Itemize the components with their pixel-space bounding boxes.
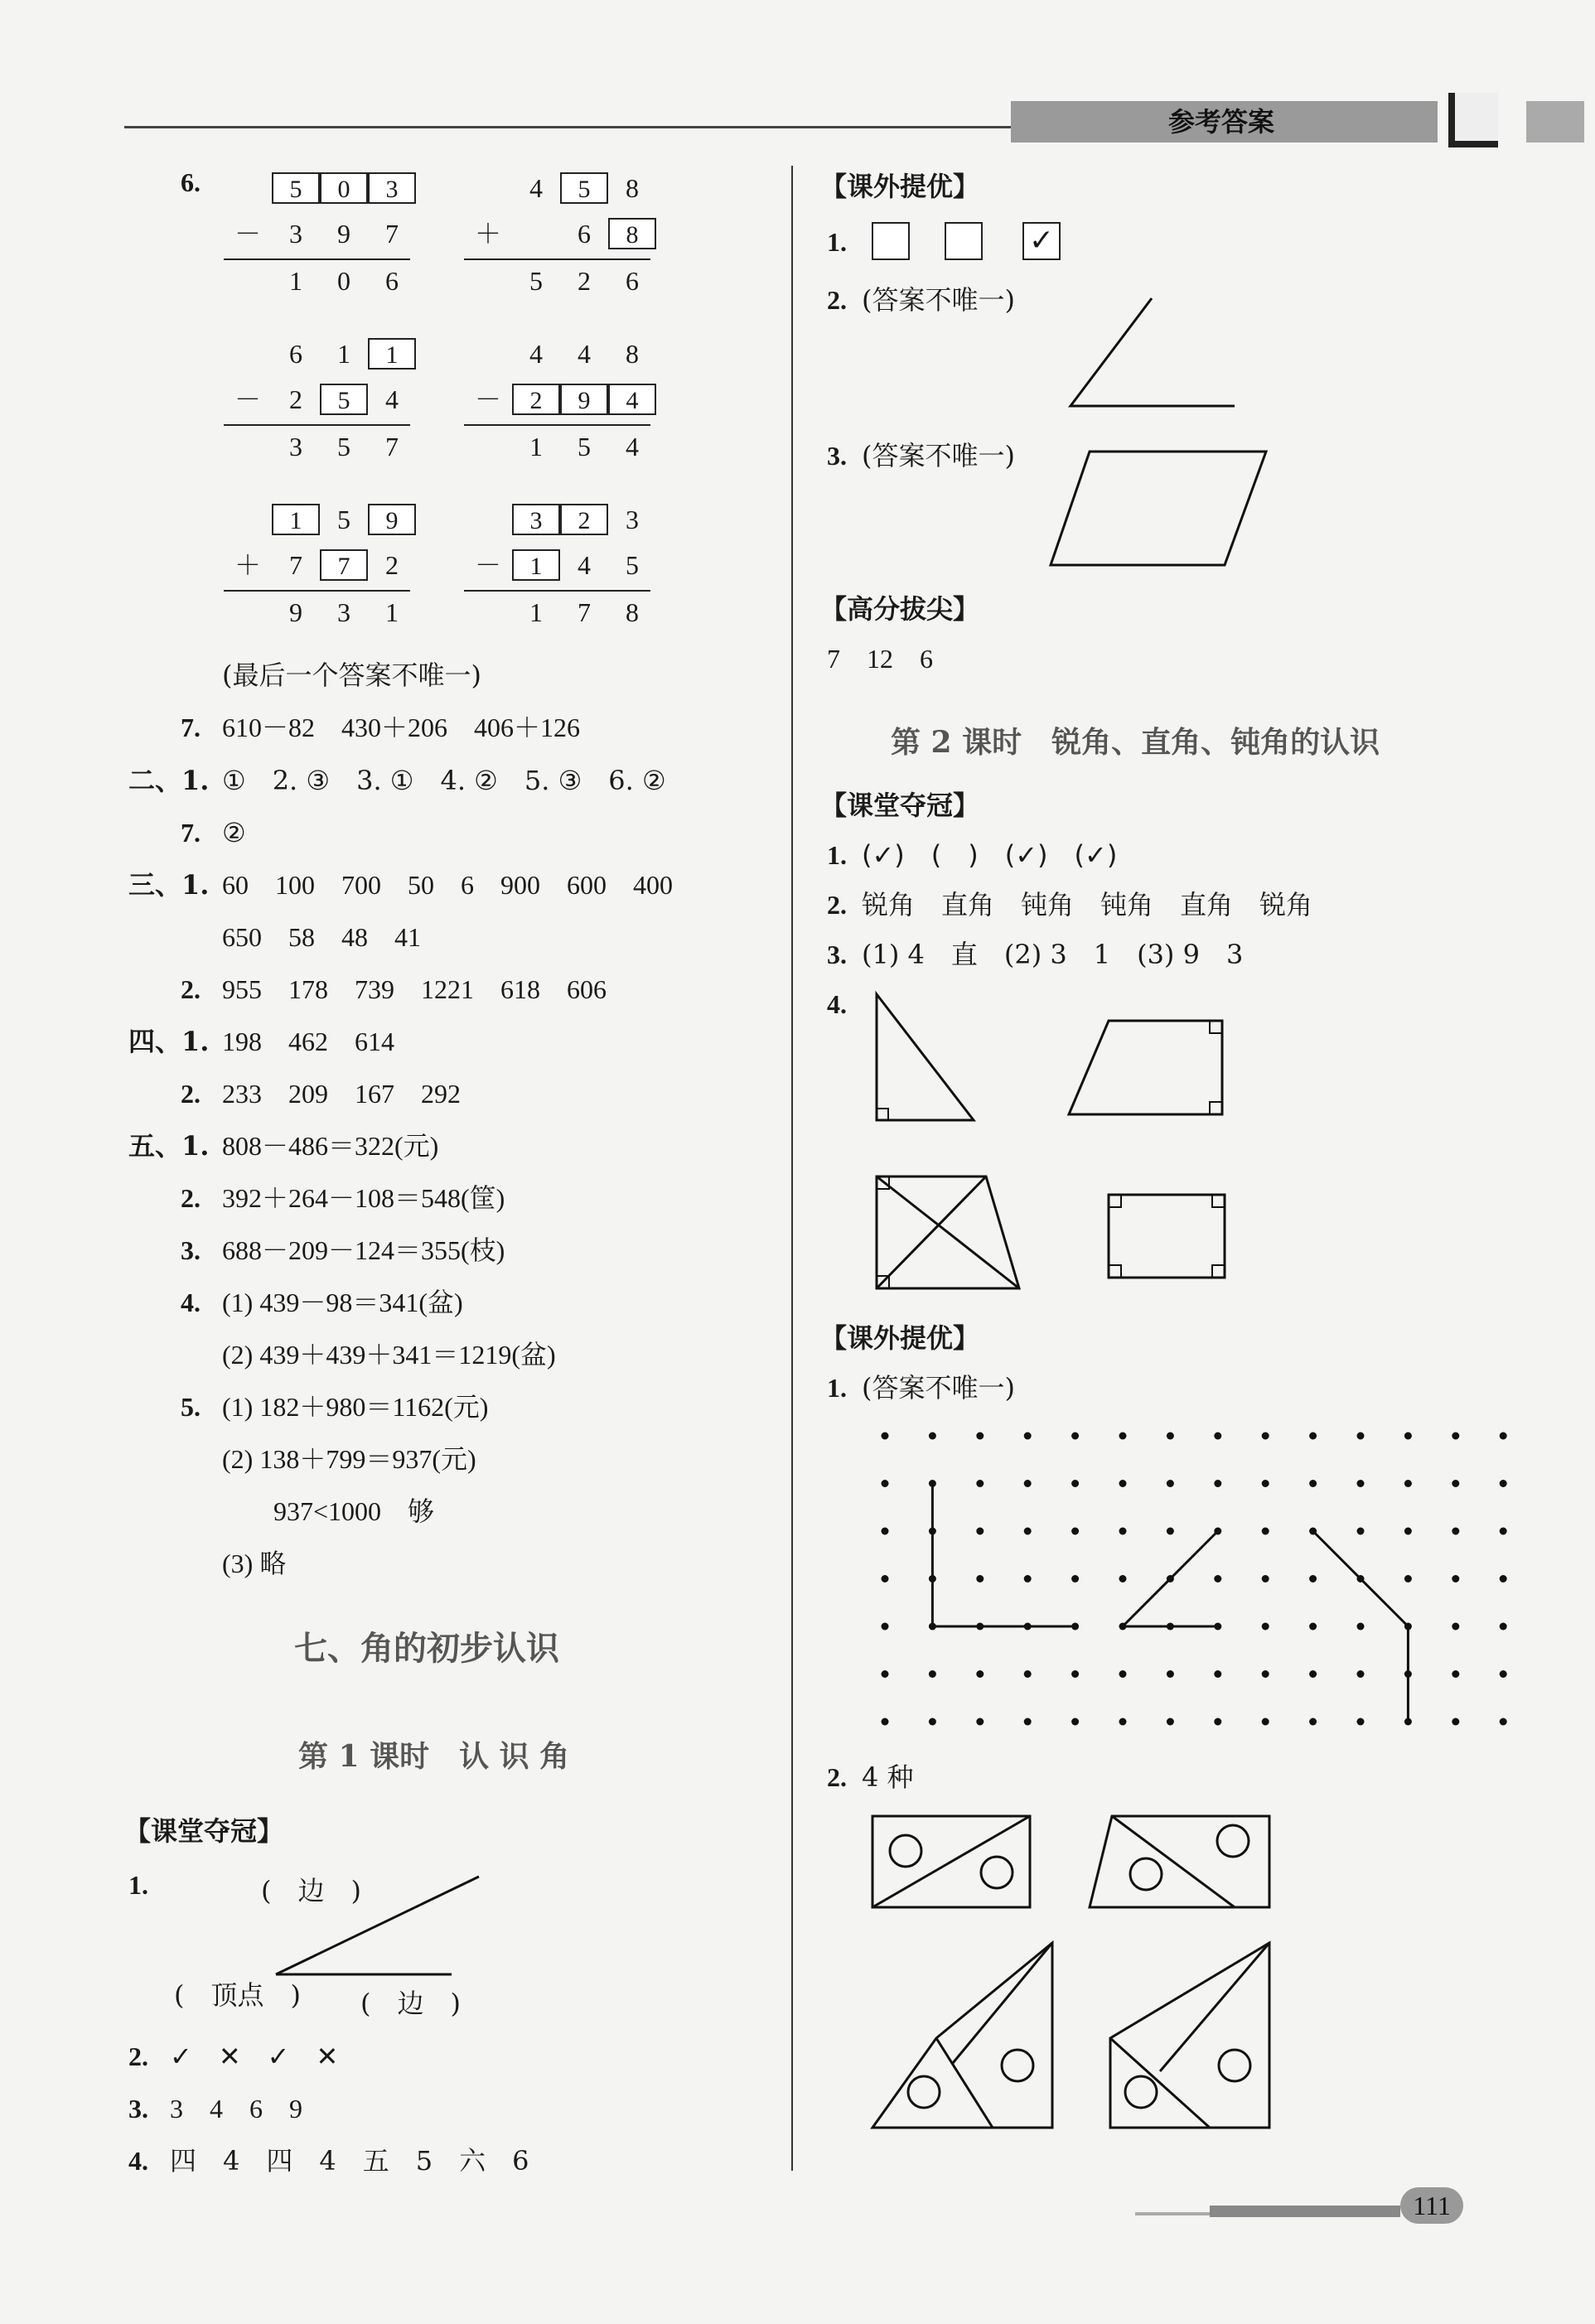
sec5-l6: (1) 182＋980＝1162(元) (222, 1392, 489, 1422)
digit: 6 (289, 339, 302, 369)
ketang2-heading: 【课堂夺冠】 (820, 790, 980, 821)
operator: － (474, 550, 501, 580)
digit: 3 (512, 501, 560, 538)
q6-note: (最后一个答案不唯一) (222, 660, 481, 691)
operator: ＋ (234, 550, 261, 580)
q7-text: 610－82 430＋206 406＋126 (222, 713, 581, 742)
digit: 3 (626, 505, 639, 534)
digit: 1 (337, 339, 350, 369)
angle-side-top: ( 边 ) (261, 1875, 361, 1906)
digit: 2 (385, 550, 399, 580)
header-label: 参考答案 (1168, 106, 1275, 138)
arrangement-trapezoid (1090, 1816, 1269, 1907)
digit: 5 (337, 432, 350, 461)
kewai1-heading: 【课外提优】 (820, 171, 980, 202)
digit: 2 (560, 501, 608, 538)
digit: 3 (337, 597, 350, 627)
digit: 4 (578, 550, 591, 580)
digit: 5 (337, 505, 350, 534)
kewai2-q1-label: 1. (827, 1373, 847, 1403)
ketang2-q3-label: 3. (827, 940, 847, 969)
kewai1-q3-label: 3. (827, 441, 847, 471)
digit: 7 (320, 547, 368, 583)
sec3-line2: 650 58 48 41 (222, 922, 422, 952)
kewai1-q3-note: (答案不唯一) (862, 440, 1015, 471)
digit: 2 (512, 381, 560, 418)
lesson2-title: 第 2 课时 锐角、直角、钝角的认识 (891, 725, 1380, 760)
digit: 1 (529, 432, 543, 461)
digit: 9 (289, 597, 302, 627)
sec2-label: 二、1. (128, 765, 210, 796)
digit: 4 (529, 173, 543, 203)
kewai2-q1-note: (答案不唯一) (862, 1372, 1015, 1404)
kewai1-q2-note: (答案不唯一) (862, 284, 1015, 316)
ketang1-q4-label: 4. (128, 2146, 148, 2176)
digit: 8 (608, 215, 656, 252)
arrangement-triangles-1 (872, 1943, 1052, 2128)
digit: 5 (272, 170, 320, 206)
digit: 2 (578, 266, 591, 296)
kewai2-q2: 4 种 (862, 1761, 914, 1793)
sec4-line1: 198 462 614 (222, 1027, 395, 1056)
ketang2-q1: (✓) ( ) (✓) (✓) (862, 839, 1118, 871)
page-number: 111 (1400, 2187, 1463, 2224)
sec5-l3-label: 3. (181, 1235, 201, 1265)
ketang2-q4-label: 4. (827, 989, 847, 1019)
digit: 4 (626, 432, 639, 461)
angle-vertex-label: ( 顶点 ) (174, 1979, 301, 2011)
kewai1-q2-label: 2. (827, 285, 847, 315)
digit: 7 (289, 550, 302, 580)
digit: 0 (320, 170, 368, 206)
arrangement-rectangle (872, 1816, 1030, 1907)
arrangement-triangles-2 (1110, 1943, 1269, 2128)
digit: 6 (385, 266, 399, 296)
sec5-l3: 688－209－124＝355(枝) (222, 1235, 505, 1265)
kewai2-q2-label: 2. (827, 1762, 847, 1792)
digit: 3 (289, 219, 302, 249)
q7-label: 7. (181, 713, 201, 742)
operator: － (474, 384, 501, 414)
ketang2-q2-label: 2. (827, 890, 847, 920)
digit: 1 (512, 547, 560, 583)
ketang1-q4: 四 4 四 4 五 5 六 6 (170, 2145, 529, 2177)
ketang2-q2: 锐角 直角 钝角 钝角 直角 锐角 (862, 889, 1313, 920)
digit: 9 (337, 219, 350, 249)
sec5-l7: (2) 138＋799＝937(元) (222, 1444, 476, 1474)
digit: 5 (320, 381, 368, 418)
ketang1-q2: ✓ ✕ ✓ ✕ (170, 2041, 339, 2072)
digit: 5 (560, 170, 608, 206)
ketang1-q1-label: 1. (128, 1870, 148, 1900)
sec5-l4: (1) 439－98＝341(盆) (222, 1288, 463, 1317)
sec4-line2-label: 2. (181, 1079, 201, 1109)
sec3-label: 三、1. (128, 869, 210, 901)
digit: 5 (529, 266, 543, 296)
sec5-l6-label: 5. (181, 1392, 201, 1422)
digit: 0 (337, 266, 350, 296)
digit: 1 (272, 501, 320, 538)
sec4-line2: 233 209 167 292 (222, 1079, 462, 1109)
chapter-title: 七、角的初步认识 (294, 1629, 559, 1668)
gaofen-text: 7 12 6 (827, 644, 934, 674)
q6-label: 6. (181, 167, 201, 197)
digit: 8 (626, 597, 639, 627)
digit: 4 (578, 339, 591, 369)
digit: 7 (385, 432, 399, 461)
sec5-l8: 937<1000 够 (273, 1496, 435, 1526)
ketang2-q1-label: 1. (827, 840, 847, 870)
digit: 1 (368, 336, 416, 372)
digit: 8 (626, 339, 639, 369)
digit: 7 (578, 597, 591, 627)
kewai2-heading: 【课外提优】 (820, 1322, 980, 1354)
operator: ＋ (474, 219, 501, 249)
ketang1-heading: 【课堂夺冠】 (124, 1815, 284, 1847)
digit: 6 (626, 266, 639, 296)
checkbox-3: ✓ (1022, 222, 1061, 260)
sec5-line1: 808－486＝322(元) (222, 1131, 439, 1161)
operator: － (234, 384, 261, 414)
angle-side-bottom: ( 边 ) (360, 1988, 461, 2019)
digit: 7 (385, 219, 399, 249)
sec2-line2: ② (222, 817, 246, 848)
digit: 3 (368, 170, 416, 206)
gaofen-heading: 【高分拔尖】 (820, 593, 980, 625)
sec5-l5: (2) 439＋439＋341＝1219(盆) (222, 1340, 556, 1370)
digit: 4 (529, 339, 543, 369)
digit: 9 (560, 381, 608, 418)
digit: 1 (289, 266, 302, 296)
sec4-label: 四、1. (128, 1026, 210, 1057)
operator: － (234, 219, 261, 249)
digit: 5 (626, 550, 639, 580)
digit: 9 (368, 501, 416, 538)
sec2-line1: ① 2. ③ 3. ① 4. ② 5. ③ 6. ② (222, 765, 666, 796)
lesson1-title: 第 1 课时 认 识 角 (298, 1739, 570, 1774)
sec5-l2-label: 2. (181, 1183, 201, 1213)
sec3-line1: 60 100 700 50 6 900 600 400 (222, 870, 674, 900)
sec3-line3: 955 178 739 1221 618 606 (222, 974, 607, 1004)
ketang1-q3: 3 4 6 9 (170, 2094, 303, 2123)
digit: 1 (529, 597, 543, 627)
sec5-l4-label: 4. (181, 1288, 201, 1317)
digit: 6 (578, 219, 591, 249)
ketang2-q3: (1) 4 直 (2) 3 1 (3) 9 3 (862, 939, 1244, 970)
digit: 3 (289, 432, 302, 461)
sec3-line3-label: 2. (181, 974, 201, 1004)
digit: 5 (578, 432, 591, 461)
sec5-label: 五、1. (128, 1130, 210, 1162)
digit: 1 (385, 597, 399, 627)
sec2-line2-label: 7. (181, 818, 201, 848)
sec5-l9: (3) 略 (222, 1549, 287, 1578)
digit: 4 (385, 384, 399, 414)
ketang1-q2-label: 2. (128, 2041, 148, 2071)
footer-bar (1210, 2206, 1400, 2217)
ketang1-q3-label: 3. (128, 2094, 148, 2123)
kewai1-q1-label: 1. (827, 227, 847, 257)
sec5-l2: 392＋264－108＝548(筐) (222, 1183, 505, 1213)
digit: 4 (608, 381, 656, 418)
digit: 2 (289, 384, 302, 414)
digit: 8 (626, 173, 639, 203)
